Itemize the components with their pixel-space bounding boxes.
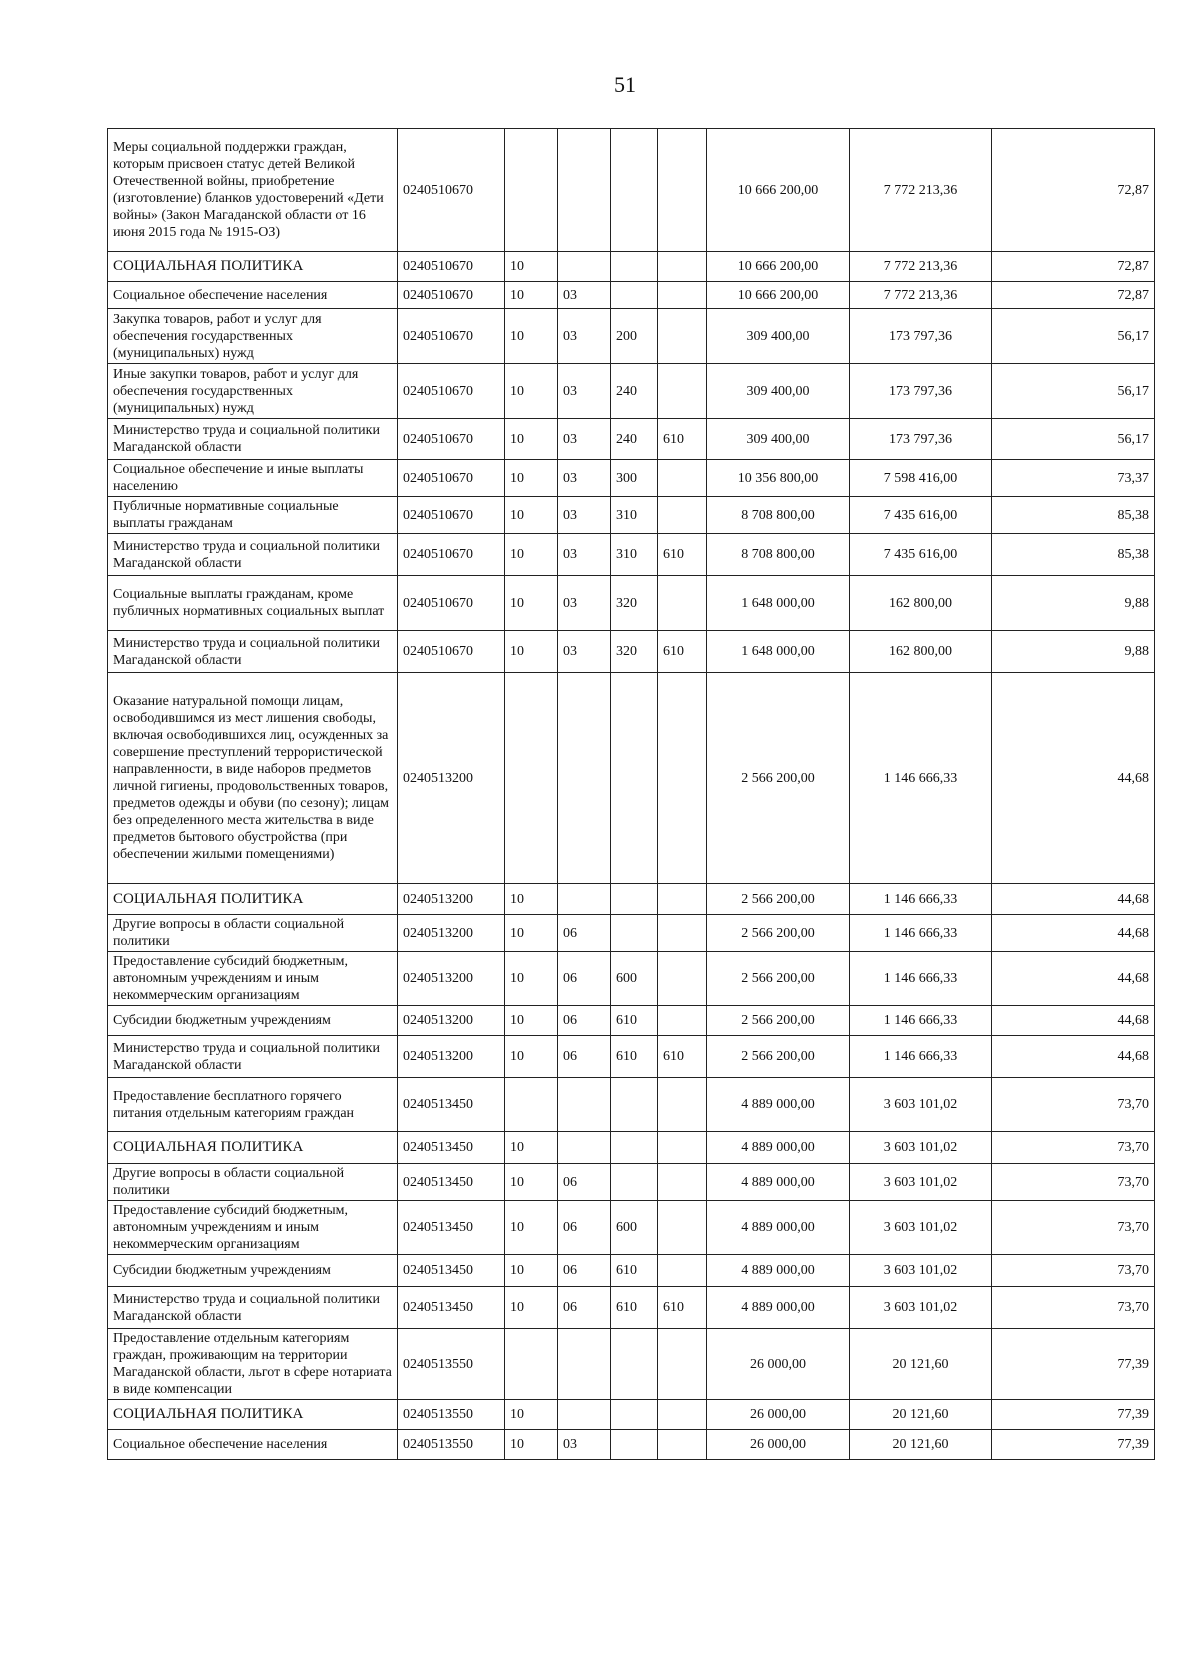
table-row [108, 1329, 1155, 1400]
subsection-cell: 06 [558, 1201, 611, 1255]
table-row [108, 1255, 1155, 1287]
expense-name-cell: Предоставление субсидий бюджетным, автономным учреждениям и иным некоммерческим организациям [108, 1201, 398, 1255]
planned-amount-cell: 10 356 800,00 [707, 460, 850, 497]
executed-amount-cell: 7 772 213,36 [850, 282, 992, 309]
expense-name-cell: Социальное обеспечение и иные выплаты населению [108, 460, 398, 497]
section-cell: 10 [505, 309, 558, 364]
expense-name-cell: Министерство труда и социальной политики Магаданской области [108, 1287, 398, 1329]
table-row [108, 419, 1155, 460]
administrator-cell [658, 1400, 707, 1430]
table-row [108, 282, 1155, 309]
planned-amount-cell: 4 889 000,00 [707, 1255, 850, 1287]
table-row [108, 129, 1155, 252]
executed-amount-cell: 20 121,60 [850, 1430, 992, 1460]
table-row [108, 309, 1155, 364]
expense-type-cell [611, 282, 658, 309]
expense-type-cell [611, 1329, 658, 1400]
subsection-cell: 03 [558, 309, 611, 364]
section-cell [505, 1078, 558, 1132]
subsection-cell [558, 673, 611, 884]
subsection-cell: 06 [558, 1036, 611, 1078]
target-article-cell: 0240513450 [398, 1287, 505, 1329]
execution-percent-cell: 77,39 [992, 1430, 1155, 1460]
planned-amount-cell: 2 566 200,00 [707, 1006, 850, 1036]
execution-percent-cell: 73,70 [992, 1201, 1155, 1255]
expense-name-cell: Социальное обеспечение населения [108, 282, 398, 309]
table-row [108, 631, 1155, 673]
planned-amount-cell: 4 889 000,00 [707, 1201, 850, 1255]
execution-percent-cell: 44,68 [992, 673, 1155, 884]
planned-amount-cell: 8 708 800,00 [707, 534, 850, 576]
expense-name-cell: Субсидии бюджетным учреждениям [108, 1255, 398, 1287]
administrator-cell [658, 673, 707, 884]
table-row [108, 1164, 1155, 1201]
target-article-cell: 0240510670 [398, 534, 505, 576]
subsection-cell: 03 [558, 631, 611, 673]
executed-amount-cell: 7 598 416,00 [850, 460, 992, 497]
target-article-cell: 0240510670 [398, 364, 505, 419]
section-cell: 10 [505, 252, 558, 282]
expense-type-cell [611, 884, 658, 915]
expense-name-cell: Предоставление отдельным категориям граждан, проживающим на территории Магаданской области, льгот в сфере нотариата в виде компенсации [108, 1329, 398, 1400]
execution-percent-cell: 56,17 [992, 419, 1155, 460]
expense-name-cell: Министерство труда и социальной политики Магаданской области [108, 419, 398, 460]
execution-percent-cell: 56,17 [992, 364, 1155, 419]
expense-type-cell [611, 1430, 658, 1460]
target-article-cell: 0240513550 [398, 1430, 505, 1460]
expense-name-cell: Оказание натуральной помощи лицам, освободившимся из мест лишения свободы, включая освободившихся лиц, осужденных за совершение преступлений террористической направленности, в виде наборов предметов личной гигиены, продовольственных товаров, предметов одежды и обуви (по сезону); лицам без определенного места жительства в виде предметов бытового обустройства (при обеспечении жилыми помещениями) [108, 673, 398, 884]
expense-name-cell: Закупка товаров, работ и услуг для обеспечения государственных (муниципальных) нужд [108, 309, 398, 364]
administrator-cell [658, 1164, 707, 1201]
table-row [108, 576, 1155, 631]
expense-name-cell: Социальные выплаты гражданам, кроме публичных нормативных социальных выплат [108, 576, 398, 631]
executed-amount-cell: 173 797,36 [850, 364, 992, 419]
planned-amount-cell: 309 400,00 [707, 364, 850, 419]
planned-amount-cell: 4 889 000,00 [707, 1132, 850, 1164]
planned-amount-cell: 309 400,00 [707, 309, 850, 364]
administrator-cell [658, 1430, 707, 1460]
table-row [108, 252, 1155, 282]
administrator-cell [658, 497, 707, 534]
expense-name-cell: СОЦИАЛЬНАЯ ПОЛИТИКА [108, 884, 398, 915]
expense-name-cell: Публичные нормативные социальные выплаты гражданам [108, 497, 398, 534]
expense-type-cell [611, 1400, 658, 1430]
executed-amount-cell: 173 797,36 [850, 309, 992, 364]
table-row [108, 534, 1155, 576]
administrator-cell: 610 [658, 1287, 707, 1329]
executed-amount-cell: 162 800,00 [850, 631, 992, 673]
subsection-cell: 03 [558, 1430, 611, 1460]
administrator-cell [658, 576, 707, 631]
administrator-cell [658, 1078, 707, 1132]
target-article-cell: 0240513550 [398, 1400, 505, 1430]
executed-amount-cell: 3 603 101,02 [850, 1078, 992, 1132]
target-article-cell: 0240513200 [398, 1006, 505, 1036]
expense-name-cell: Другие вопросы в области социальной политики [108, 1164, 398, 1201]
target-article-cell: 0240510670 [398, 282, 505, 309]
subsection-cell: 03 [558, 534, 611, 576]
section-cell: 10 [505, 460, 558, 497]
expense-type-cell: 240 [611, 364, 658, 419]
execution-percent-cell: 44,68 [992, 1036, 1155, 1078]
administrator-cell [658, 1329, 707, 1400]
execution-percent-cell: 72,87 [992, 129, 1155, 252]
section-cell: 10 [505, 1006, 558, 1036]
expense-type-cell: 610 [611, 1255, 658, 1287]
target-article-cell: 0240510670 [398, 460, 505, 497]
executed-amount-cell: 173 797,36 [850, 419, 992, 460]
planned-amount-cell: 309 400,00 [707, 419, 850, 460]
table-row [108, 884, 1155, 915]
expense-type-cell [611, 1078, 658, 1132]
planned-amount-cell: 10 666 200,00 [707, 282, 850, 309]
section-cell: 10 [505, 282, 558, 309]
planned-amount-cell: 4 889 000,00 [707, 1078, 850, 1132]
administrator-cell [658, 952, 707, 1006]
subsection-cell: 06 [558, 1255, 611, 1287]
expense-name-cell: Другие вопросы в области социальной политики [108, 915, 398, 952]
expense-type-cell: 320 [611, 576, 658, 631]
planned-amount-cell: 26 000,00 [707, 1400, 850, 1430]
expense-type-cell: 600 [611, 952, 658, 1006]
table-row [108, 1400, 1155, 1430]
planned-amount-cell: 2 566 200,00 [707, 915, 850, 952]
execution-percent-cell: 77,39 [992, 1400, 1155, 1430]
planned-amount-cell: 2 566 200,00 [707, 884, 850, 915]
executed-amount-cell: 20 121,60 [850, 1329, 992, 1400]
execution-percent-cell: 44,68 [992, 884, 1155, 915]
executed-amount-cell: 1 146 666,33 [850, 915, 992, 952]
target-article-cell: 0240513200 [398, 884, 505, 915]
table-row [108, 1287, 1155, 1329]
subsection-cell [558, 884, 611, 915]
subsection-cell [558, 129, 611, 252]
planned-amount-cell: 26 000,00 [707, 1329, 850, 1400]
administrator-cell: 610 [658, 534, 707, 576]
execution-percent-cell: 56,17 [992, 309, 1155, 364]
expense-name-cell: СОЦИАЛЬНАЯ ПОЛИТИКА [108, 1132, 398, 1164]
expense-name-cell: Субсидии бюджетным учреждениям [108, 1006, 398, 1036]
target-article-cell: 0240513200 [398, 1036, 505, 1078]
planned-amount-cell: 2 566 200,00 [707, 673, 850, 884]
expense-name-cell: Министерство труда и социальной политики Магаданской области [108, 1036, 398, 1078]
administrator-cell [658, 309, 707, 364]
section-cell: 10 [505, 1430, 558, 1460]
administrator-cell [658, 252, 707, 282]
planned-amount-cell: 4 889 000,00 [707, 1164, 850, 1201]
section-cell [505, 1329, 558, 1400]
expense-type-cell: 320 [611, 631, 658, 673]
administrator-cell [658, 1006, 707, 1036]
section-cell: 10 [505, 1164, 558, 1201]
subsection-cell: 03 [558, 460, 611, 497]
executed-amount-cell: 3 603 101,02 [850, 1164, 992, 1201]
subsection-cell: 06 [558, 915, 611, 952]
page-number: 51 [614, 72, 636, 97]
subsection-cell: 06 [558, 1006, 611, 1036]
executed-amount-cell: 7 772 213,36 [850, 129, 992, 252]
table-row [108, 1036, 1155, 1078]
subsection-cell: 06 [558, 1164, 611, 1201]
administrator-cell [658, 364, 707, 419]
expense-type-cell: 200 [611, 309, 658, 364]
planned-amount-cell: 4 889 000,00 [707, 1287, 850, 1329]
execution-percent-cell: 44,68 [992, 915, 1155, 952]
subsection-cell [558, 252, 611, 282]
expense-type-cell [611, 252, 658, 282]
expense-type-cell [611, 1132, 658, 1164]
administrator-cell [658, 129, 707, 252]
expense-type-cell: 610 [611, 1036, 658, 1078]
target-article-cell: 0240510670 [398, 129, 505, 252]
table-row [108, 497, 1155, 534]
section-cell: 10 [505, 631, 558, 673]
execution-percent-cell: 73,70 [992, 1164, 1155, 1201]
subsection-cell: 03 [558, 282, 611, 309]
executed-amount-cell: 1 146 666,33 [850, 1006, 992, 1036]
subsection-cell [558, 1132, 611, 1164]
expense-name-cell: Предоставление бесплатного горячего питания отдельным категориям граждан [108, 1078, 398, 1132]
executed-amount-cell: 162 800,00 [850, 576, 992, 631]
planned-amount-cell: 8 708 800,00 [707, 497, 850, 534]
section-cell [505, 673, 558, 884]
section-cell: 10 [505, 419, 558, 460]
execution-percent-cell: 73,37 [992, 460, 1155, 497]
planned-amount-cell: 26 000,00 [707, 1430, 850, 1460]
expense-type-cell [611, 673, 658, 884]
administrator-cell [658, 1201, 707, 1255]
expense-name-cell: Предоставление субсидий бюджетным, автономным учреждениям и иным некоммерческим организациям [108, 952, 398, 1006]
planned-amount-cell: 1 648 000,00 [707, 631, 850, 673]
table-row [108, 952, 1155, 1006]
section-cell: 10 [505, 1400, 558, 1430]
section-cell: 10 [505, 497, 558, 534]
target-article-cell: 0240510670 [398, 497, 505, 534]
target-article-cell: 0240513450 [398, 1164, 505, 1201]
table-row [108, 460, 1155, 497]
subsection-cell: 06 [558, 1287, 611, 1329]
expense-name-cell: СОЦИАЛЬНАЯ ПОЛИТИКА [108, 1400, 398, 1430]
target-article-cell: 0240513200 [398, 915, 505, 952]
expense-type-cell: 240 [611, 419, 658, 460]
execution-percent-cell: 72,87 [992, 282, 1155, 309]
table-row [108, 364, 1155, 419]
administrator-cell: 610 [658, 1036, 707, 1078]
table-row [108, 1078, 1155, 1132]
target-article-cell: 0240513200 [398, 952, 505, 1006]
subsection-cell [558, 1400, 611, 1430]
execution-percent-cell: 73,70 [992, 1078, 1155, 1132]
section-cell: 10 [505, 1036, 558, 1078]
expense-type-cell: 300 [611, 460, 658, 497]
execution-percent-cell: 73,70 [992, 1132, 1155, 1164]
administrator-cell [658, 1255, 707, 1287]
target-article-cell: 0240513200 [398, 673, 505, 884]
expense-name-cell: Иные закупки товаров, работ и услуг для обеспечения государственных (муниципальных) нужд [108, 364, 398, 419]
executed-amount-cell: 7 435 616,00 [850, 497, 992, 534]
execution-percent-cell: 44,68 [992, 952, 1155, 1006]
section-cell: 10 [505, 884, 558, 915]
execution-percent-cell: 85,38 [992, 497, 1155, 534]
subsection-cell: 03 [558, 364, 611, 419]
table-row [108, 1006, 1155, 1036]
subsection-cell [558, 1329, 611, 1400]
section-cell: 10 [505, 1201, 558, 1255]
target-article-cell: 0240510670 [398, 252, 505, 282]
execution-percent-cell: 9,88 [992, 576, 1155, 631]
target-article-cell: 0240513450 [398, 1201, 505, 1255]
section-cell [505, 129, 558, 252]
expense-type-cell: 310 [611, 534, 658, 576]
execution-percent-cell: 73,70 [992, 1255, 1155, 1287]
expense-type-cell: 610 [611, 1287, 658, 1329]
section-cell: 10 [505, 952, 558, 1006]
subsection-cell: 03 [558, 497, 611, 534]
execution-percent-cell: 85,38 [992, 534, 1155, 576]
executed-amount-cell: 1 146 666,33 [850, 673, 992, 884]
execution-percent-cell: 77,39 [992, 1329, 1155, 1400]
expense-name-cell: Меры социальной поддержки граждан, которым присвоен статус детей Великой Отечественной войны, приобретение (изготовление) бланков удостоверений «Дети войны» (Закон Магаданской области от 16 июня 2015 года № 1915-ОЗ) [108, 129, 398, 252]
target-article-cell: 0240510670 [398, 576, 505, 631]
target-article-cell: 0240510670 [398, 419, 505, 460]
expense-type-cell: 310 [611, 497, 658, 534]
table-row [108, 1132, 1155, 1164]
execution-percent-cell: 73,70 [992, 1287, 1155, 1329]
target-article-cell: 0240513450 [398, 1078, 505, 1132]
section-cell: 10 [505, 1287, 558, 1329]
expense-name-cell: Министерство труда и социальной политики Магаданской области [108, 534, 398, 576]
table-row [108, 915, 1155, 952]
target-article-cell: 0240510670 [398, 631, 505, 673]
section-cell: 10 [505, 534, 558, 576]
section-cell: 10 [505, 1132, 558, 1164]
administrator-cell [658, 1132, 707, 1164]
target-article-cell: 0240510670 [398, 309, 505, 364]
administrator-cell [658, 884, 707, 915]
administrator-cell: 610 [658, 419, 707, 460]
section-cell: 10 [505, 576, 558, 631]
executed-amount-cell: 1 146 666,33 [850, 1036, 992, 1078]
table-row [108, 1430, 1155, 1460]
subsection-cell: 06 [558, 952, 611, 1006]
expense-type-cell [611, 1164, 658, 1201]
table-row [108, 673, 1155, 884]
section-cell: 10 [505, 915, 558, 952]
executed-amount-cell: 1 146 666,33 [850, 884, 992, 915]
executed-amount-cell: 20 121,60 [850, 1400, 992, 1430]
budget-execution-table [107, 128, 1155, 1460]
execution-percent-cell: 44,68 [992, 1006, 1155, 1036]
planned-amount-cell: 1 648 000,00 [707, 576, 850, 631]
administrator-cell [658, 460, 707, 497]
administrator-cell [658, 915, 707, 952]
executed-amount-cell: 7 435 616,00 [850, 534, 992, 576]
subsection-cell: 03 [558, 419, 611, 460]
executed-amount-cell: 1 146 666,33 [850, 952, 992, 1006]
section-cell: 10 [505, 1255, 558, 1287]
execution-percent-cell: 9,88 [992, 631, 1155, 673]
planned-amount-cell: 10 666 200,00 [707, 129, 850, 252]
target-article-cell: 0240513450 [398, 1255, 505, 1287]
planned-amount-cell: 10 666 200,00 [707, 252, 850, 282]
subsection-cell [558, 1078, 611, 1132]
planned-amount-cell: 2 566 200,00 [707, 952, 850, 1006]
executed-amount-cell: 3 603 101,02 [850, 1287, 992, 1329]
administrator-cell: 610 [658, 631, 707, 673]
expense-name-cell: Социальное обеспечение населения [108, 1430, 398, 1460]
executed-amount-cell: 3 603 101,02 [850, 1255, 992, 1287]
expense-name-cell: СОЦИАЛЬНАЯ ПОЛИТИКА [108, 252, 398, 282]
executed-amount-cell: 3 603 101,02 [850, 1201, 992, 1255]
table-body [108, 129, 1155, 1460]
target-article-cell: 0240513450 [398, 1132, 505, 1164]
execution-percent-cell: 72,87 [992, 252, 1155, 282]
subsection-cell: 03 [558, 576, 611, 631]
expense-name-cell: Министерство труда и социальной политики Магаданской области [108, 631, 398, 673]
table-row [108, 1201, 1155, 1255]
executed-amount-cell: 7 772 213,36 [850, 252, 992, 282]
executed-amount-cell: 3 603 101,02 [850, 1132, 992, 1164]
planned-amount-cell: 2 566 200,00 [707, 1036, 850, 1078]
administrator-cell [658, 282, 707, 309]
target-article-cell: 0240513550 [398, 1329, 505, 1400]
expense-type-cell [611, 915, 658, 952]
expense-type-cell [611, 129, 658, 252]
expense-type-cell: 610 [611, 1006, 658, 1036]
section-cell: 10 [505, 364, 558, 419]
expense-type-cell: 600 [611, 1201, 658, 1255]
